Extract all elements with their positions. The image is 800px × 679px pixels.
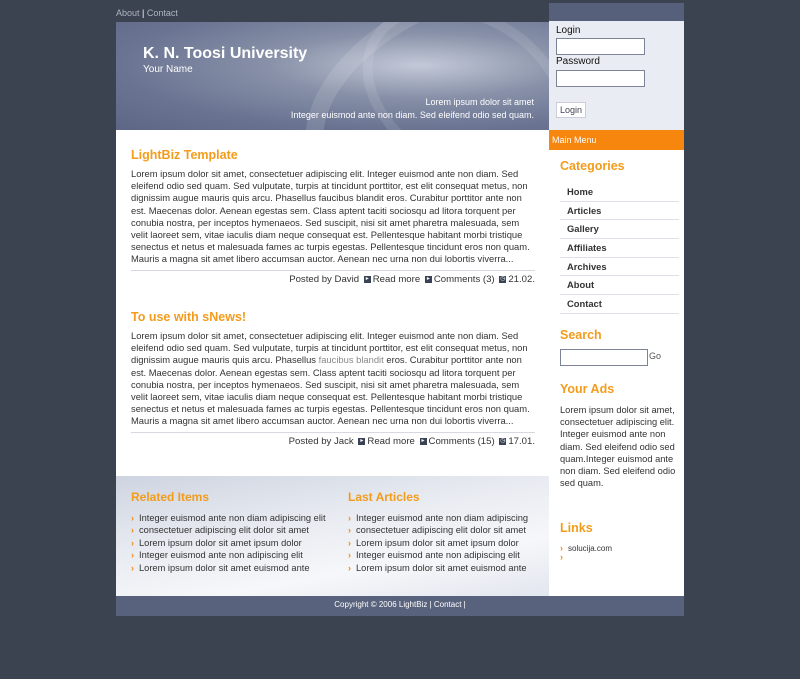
category-about[interactable]: About: [560, 276, 679, 295]
post-body: Lorem ipsum dolor sit amet, consectetuer adipiscing elit. Integer euismod ante non diam. Sed eleifend odio sed quam. Sed vulputate, turpis at tincidunt porttitor, est elit consequat metus, non dignissim augue mauris quis arcu. Phasellus faucibus blandit eros. Curabitur porttitor ante non est. Maecenas dolor. Aenean egestas sem. Class aptent taciti sociosqu ad litora torquent per conubia nostra, per inceptos hymenaeos. Sed suscipit, nisi sit amet pharetra malesuada, sem velit laoreet sem, vitae iaculis diam neque consequat est. Pellentesque habitant morbi tristique senectus et netus et malesuada fames ac turpis egestas. Pellentesque tincidunt eros non quam. Mauris a magna sit amet libero accumsan auctor. Aenean nec urna non dui lobortis viverra...: [131, 168, 530, 265]
arrow-icon: ›: [348, 513, 351, 523]
categories-title: Categories: [560, 159, 625, 173]
related-item[interactable]: › Lorem ipsum dolor sit amet ipsum dolor: [131, 537, 302, 548]
login-button[interactable]: Login: [556, 102, 586, 118]
sidebar: [549, 130, 684, 596]
search-input[interactable]: [560, 349, 648, 366]
article-item[interactable]: › consectetuer adipiscing elit dolor sit amet: [348, 525, 527, 536]
footer-copyright: Copyright © 2006 LightBiz |: [334, 600, 432, 609]
categories-list: [560, 183, 679, 314]
related-items-title: Related Items: [131, 490, 210, 504]
last-articles: [348, 490, 548, 574]
related-items: [131, 490, 331, 574]
post-snews: [131, 310, 535, 447]
post-author: Posted by Jack: [288, 435, 354, 447]
post-author: Posted by David: [289, 273, 360, 285]
arrow-icon: ›: [348, 537, 351, 548]
top-link-about[interactable]: About: [116, 8, 140, 18]
related-item[interactable]: › Lorem ipsum dolor sit amet euismod ante: [131, 562, 310, 573]
article-item[interactable]: › Lorem ipsum dolor sit amet ipsum dolor: [348, 537, 519, 548]
read-more-icon: ▸: [365, 275, 369, 282]
header-slogan-line1: Lorem ipsum dolor sit amet: [425, 97, 534, 107]
category-archives[interactable]: Archives: [560, 258, 679, 277]
category-articles[interactable]: Articles: [560, 202, 679, 221]
arrow-icon: ›: [348, 525, 351, 536]
post-title[interactable]: To use with sNews!: [131, 310, 247, 324]
date-icon: ◷: [500, 275, 506, 282]
top-link-contact[interactable]: Contact: [146, 8, 178, 18]
header-slogan-line2: Integer euismod ante non diam. Sed eleifend odio sed quam.: [290, 110, 534, 120]
comments-link[interactable]: Comments (15): [428, 435, 495, 447]
post-body-link[interactable]: faucibus blandit: [318, 354, 384, 366]
category-affiliates[interactable]: Affiliates: [560, 239, 679, 258]
post-lightbiz: [131, 148, 535, 285]
arrow-icon: ›: [131, 513, 134, 523]
link-empty[interactable]: [560, 552, 568, 562]
related-item[interactable]: › Integer euismod ante non diam adipiscing elit: [131, 513, 326, 523]
site-subtitle: Your Name: [143, 64, 193, 75]
main-menu-bar: Main Menu: [549, 130, 684, 150]
date-icon: ◷: [500, 437, 506, 444]
link-solucija[interactable]: › solucija.com: [560, 543, 613, 553]
comments-icon: ▸: [426, 275, 430, 282]
site-title[interactable]: K. N. Toosi University: [143, 45, 308, 62]
footer-contact-link[interactable]: Contact |: [433, 600, 466, 609]
post-date: 17.01.: [508, 435, 535, 447]
ads-text: Lorem ipsum dolor sit amet, consectetuer adipiscing elit. Integer euismod ante non diam. Sed eleifend odio sed quam.Integer euismod ante non diam. Sed eleifend odio sed quam.: [560, 405, 676, 489]
bottom-section: [116, 476, 549, 596]
login-label: Login: [556, 25, 581, 36]
comments-link[interactable]: Comments (3): [433, 273, 495, 285]
arrow-icon: ›: [348, 550, 351, 561]
post-meta: [131, 270, 535, 285]
related-item[interactable]: › Integer euismod ante non adipiscing elit: [131, 550, 303, 561]
category-contact[interactable]: Contact: [560, 295, 679, 314]
article-item[interactable]: › Integer euismod ante non adipiscing elit: [348, 550, 520, 561]
post-date: 21.02.: [508, 273, 535, 285]
category-home[interactable]: Home: [560, 183, 679, 202]
arrow-icon: ›: [348, 562, 351, 573]
arrow-icon: ›: [560, 552, 563, 562]
search-go-button[interactable]: Go: [649, 351, 662, 361]
read-more-icon: ▸: [360, 437, 364, 444]
comments-icon: ▸: [421, 437, 425, 444]
related-item[interactable]: › consectetuer adipiscing elit dolor sit amet: [131, 525, 310, 536]
login-panel: [549, 3, 684, 130]
top-links: [116, 8, 178, 18]
article-item[interactable]: › Integer euismod ante non diam adipiscing: [348, 513, 529, 523]
footer: [116, 596, 684, 616]
post-meta: [131, 432, 535, 447]
category-gallery[interactable]: Gallery: [560, 220, 679, 239]
last-articles-title: Last Articles: [348, 490, 420, 504]
arrow-icon: ›: [131, 525, 134, 536]
post-body: [131, 330, 535, 428]
read-more-link[interactable]: Read more: [367, 435, 415, 447]
article-item[interactable]: › Lorem ipsum dolor sit amet euismod ante: [348, 562, 527, 573]
post-body-text-cont: eros. Curabitur porttitor ante non est. Maecenas dolor. Aenean egestas sem. Class aptent taciti sociosqu ad litora torquent per conubia nostra, per inceptos hymenaeos. Sed suscipit, nisi sit amet pharetra malesuada, sem velit laoreet sem, vitae iaculis diam neque consequat est. Pellentesque habitant morbi tristique senectus et netus et malesuada fames ac turpis egestas. Pellentesque tincidunt eros non quam. Mauris a magna sit amet libero accumsan auctor. Aenean nec urna non dui lobortis viverra...: [131, 354, 530, 427]
login-input[interactable]: [556, 38, 645, 55]
read-more-link[interactable]: Read more: [372, 273, 421, 285]
search-title: Search: [560, 328, 602, 342]
arrow-icon: ›: [131, 550, 134, 561]
links-title: Links: [560, 521, 593, 535]
password-label: Password: [556, 56, 600, 67]
password-input[interactable]: [556, 70, 645, 87]
arrow-icon: ›: [131, 562, 134, 573]
top-links-separator: |: [142, 8, 147, 18]
arrow-icon: ›: [560, 543, 563, 553]
post-title[interactable]: LightBiz Template: [131, 148, 238, 162]
header-banner: [116, 22, 549, 130]
arrow-icon: ›: [131, 537, 134, 548]
main-content: [116, 130, 549, 476]
ads-title: Your Ads: [560, 382, 615, 396]
post-body-text: Lorem ipsum dolor sit amet, consectetuer adipiscing elit. Integer euismod ante non diam. Sed eleifend odio sed quam. Sed vulputate, turpis at tincidunt porttitor, est elit consequat metus, non dignissim augue mauris quis arcu. Phasellus: [131, 330, 528, 366]
